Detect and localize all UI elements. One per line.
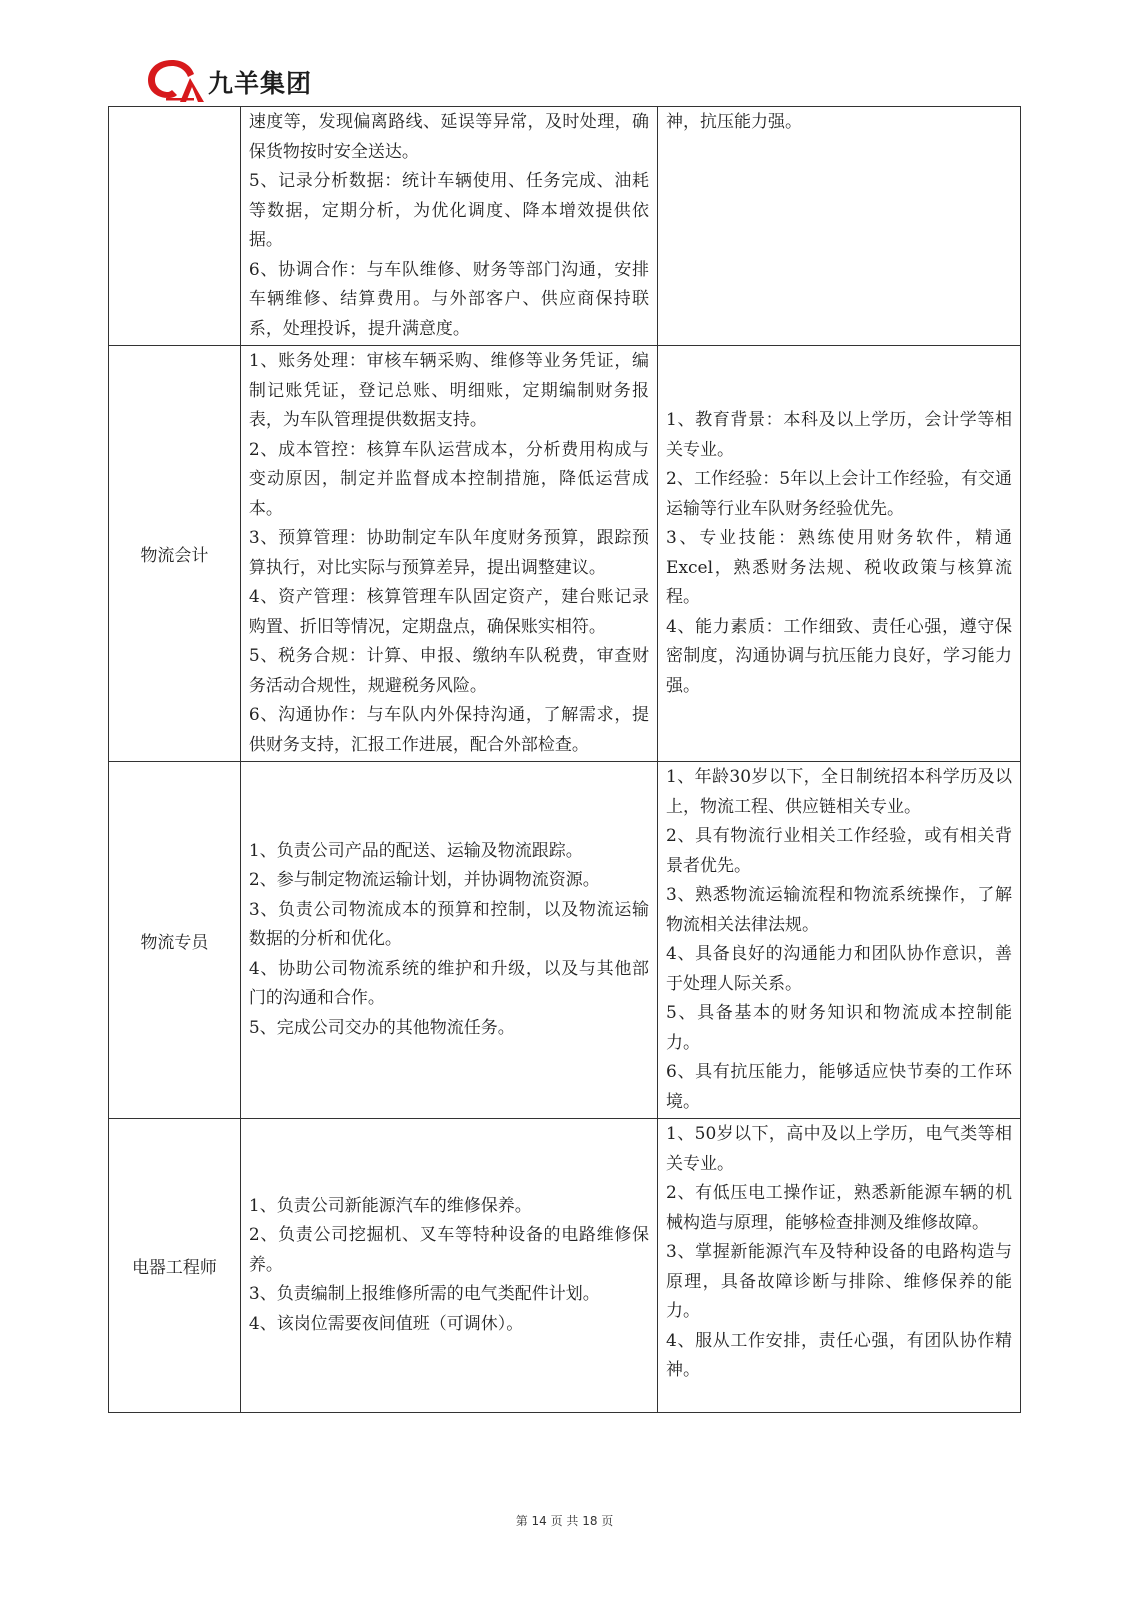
duty-item: 3、负责编制上报维修所需的电气类配件计划。 [248,1284,600,1305]
job-duties-cell [240,762,657,1119]
job-duties-cell [240,1119,657,1413]
job-requirements-cell [658,346,1021,762]
requirement-item: 5、具备基本的财务知识和物流成本控制能力。 [666,1003,1012,1053]
duty-item: 6、沟通协作：与车队内外保持沟通，了解需求，提供财务支持，汇报工作进展，配合外部检查。 [248,705,650,755]
duty-item: 5、完成公司交办的其他物流任务。 [248,1017,515,1038]
requirement-item: 4、具备良好的沟通能力和团队协作意识，善于处理人际关系。 [666,944,1012,994]
duty-item: 速度等，发现偏离路线、延误等异常，及时处理，确保货物按时安全送达。 [248,112,650,162]
duty-item: 5、记录分析数据：统计车辆使用、任务完成、油耗等数据，定期分析，为优化调度、降本增效提供依据。 [248,171,650,250]
duty-item: 2、成本管控：核算车队运营成本，分析费用构成与变动原因，制定并监督成本控制措施，降低运营成本。 [248,439,650,519]
job-title-cell: 物流会计 [109,346,241,762]
job-row [109,107,1021,346]
requirement-item: 2、有低压电工操作证，熟悉新能源车辆的机械构造与原理，能够检查排测及维修故障。 [666,1183,1012,1233]
job-row [109,346,1021,762]
duty-item: 5、税务合规：计算、申报、缴纳车队税费，审查财务活动合规性，规避税务风险。 [248,646,650,696]
requirement-item: 3、掌握新能源汽车及特种设备的电路构造与原理，具备故障诊断与排除、维修保养的能力。 [666,1242,1012,1321]
job-requirements-cell [658,762,1021,1119]
page-number: 第 14 页 共 18 页 [515,1514,614,1528]
job-requirements-cell [658,1119,1021,1413]
job-title-cell: 电器工程师 [109,1119,241,1413]
job-duties-cell [240,107,657,346]
job-table [108,106,1021,1413]
page-header [138,52,1000,106]
requirement-item: 神，抗压能力强。 [666,112,803,132]
duty-item: 3、预算管理：协助制定车队年度财务预算，跟踪预算执行，对比实际与预算差异，提出调整建议。 [248,528,650,578]
requirement-item: 3、熟悉物流运输流程和物流系统操作，了解物流相关法律法规。 [666,885,1012,935]
job-title-cell: 物流专员 [109,762,241,1119]
duty-item: 4、该岗位需要夜间值班（可调休）。 [248,1313,524,1334]
duty-item: 3、负责公司物流成本的预算和控制，以及物流运输数据的分析和优化。 [248,899,650,950]
duty-item: 1、负责公司产品的配送、运输及物流跟踪。 [248,840,583,861]
requirement-item: 4、服从工作安排，责任心强，有团队协作精神。 [666,1330,1012,1380]
requirement-item: 1、年龄30岁以下，全日制统招本科学历及以上，物流工程、供应链相关专业。 [666,767,1012,817]
requirement-item: 6、具有抗压能力，能够适应快节奏的工作环境。 [666,1062,1012,1112]
job-requirements-cell [658,107,1021,346]
requirement-item: 1、教育背景：本科及以上学历，会计学等相关专业。 [666,410,1012,460]
company-logo-icon [144,54,206,104]
duty-item: 1、负责公司新能源汽车的维修保养。 [248,1195,532,1216]
duty-item: 6、协调合作：与车队维修、财务等部门沟通，安排车辆维修、结算费用。与外部客户、供应商保持联系，处理投诉，提升满意度。 [248,259,650,339]
requirement-item: 4、能力素质：工作细致、责任心强，遵守保密制度，沟通协调与抗压能力良好，学习能力强。 [666,616,1012,696]
duty-item: 1、账务处理：审核车辆采购、维修等业务凭证，编制记账凭证，登记总账、明细账，定期编制财务报表，为车队管理提供数据支持。 [248,351,650,430]
job-row [109,1119,1021,1413]
company-name: 九羊集团 [208,69,313,98]
requirement-item: 2、工作经验：5年以上会计工作经验，有交通运输等行业车队财务经验优先。 [666,469,1012,519]
duty-item: 2、负责公司挖掘机、叉车等特种设备的电路维修保养。 [248,1225,650,1275]
duty-item: 4、资产管理：核算管理车队固定资产，建台账记录购置、折旧等情况，定期盘点，确保账实相符。 [248,587,650,637]
job-duties-cell [240,346,657,762]
duty-item: 2、参与制定物流运输计划，并协调物流资源。 [248,870,600,891]
requirement-item: 2、具有物流行业相关工作经验，或有相关背景者优先。 [666,826,1012,876]
requirement-item: 1、50岁以下，高中及以上学历，电气类等相关专业。 [666,1124,1012,1174]
job-row [109,762,1021,1119]
duty-item: 4、协助公司物流系统的维护和升级，以及与其他部门的沟通和合作。 [248,958,650,1009]
requirement-item: 3、专业技能：熟练使用财务软件，精通Excel，熟悉财务法规、税收政策与核算流程。 [666,528,1012,607]
job-title-cell [109,107,241,346]
